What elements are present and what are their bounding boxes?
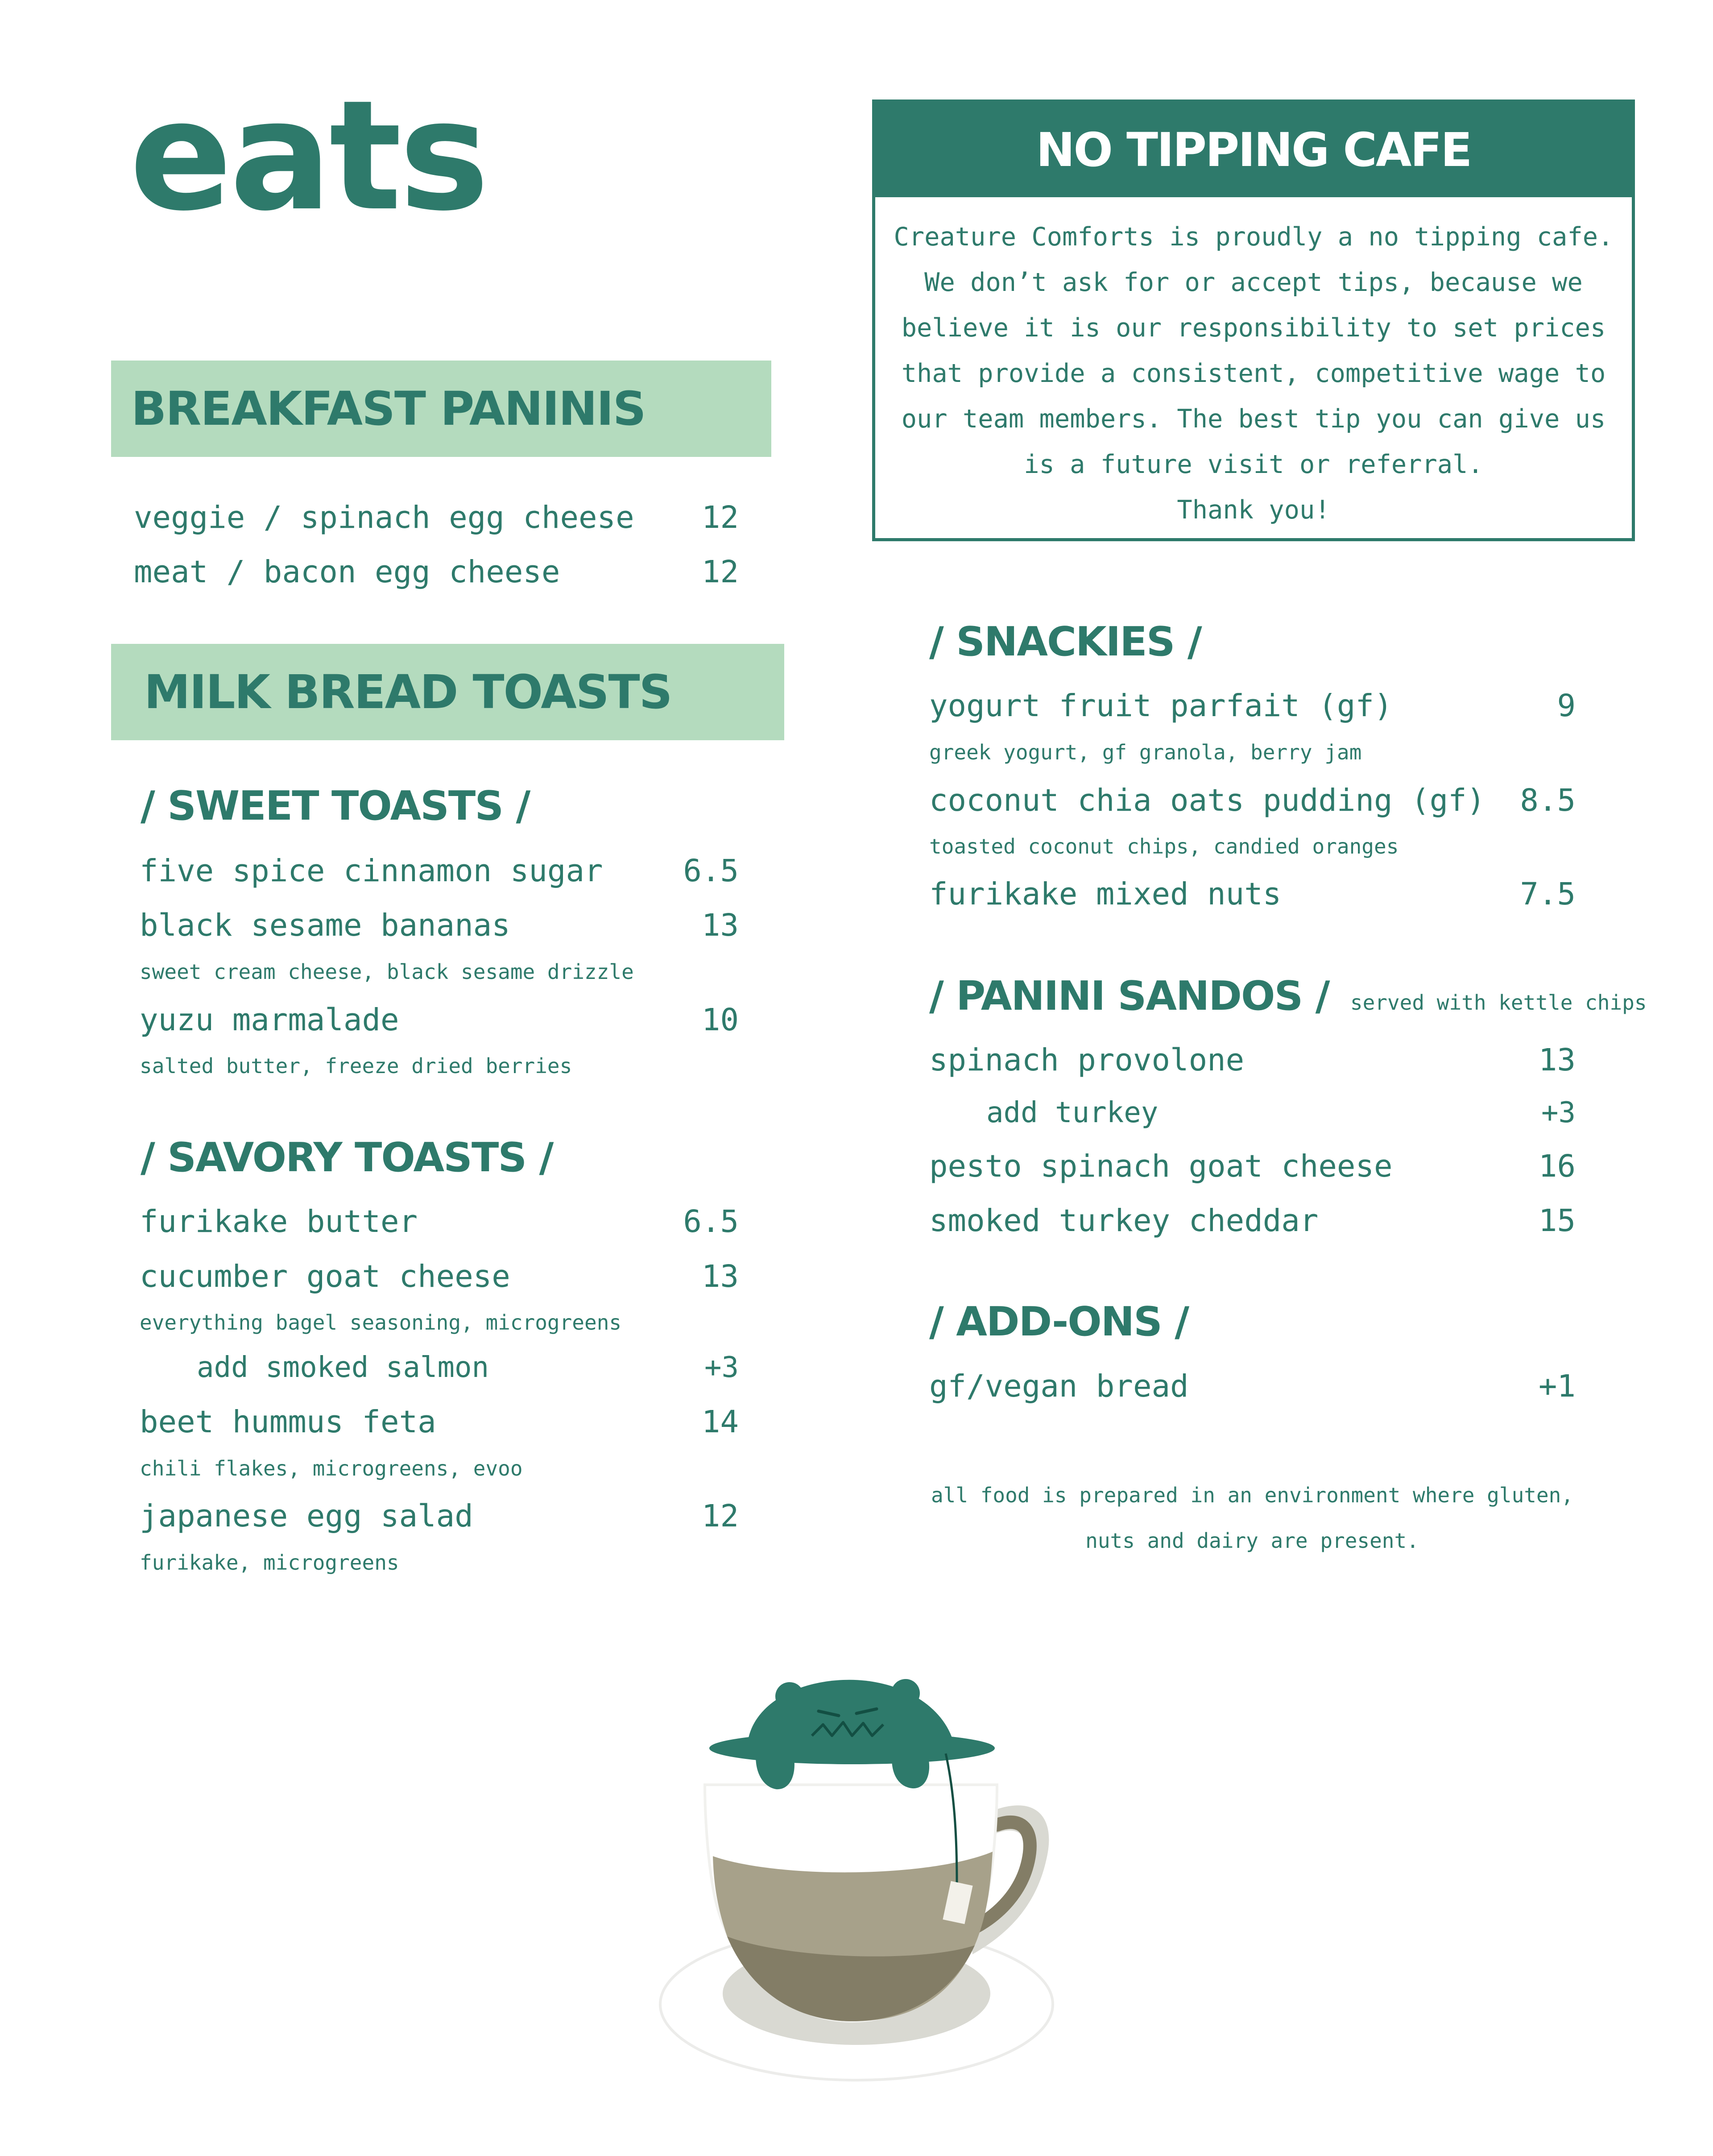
menu-item-price: 15 [1538, 1203, 1576, 1239]
no-tipping-box [872, 100, 1635, 541]
menu-item-name: smoked turkey cheddar [929, 1203, 1319, 1239]
creature-paw-right [892, 1754, 929, 1788]
no-tipping-line: Creature Comforts is proudly a no tipping cafe. [894, 222, 1614, 252]
menu-addon-name: add smoked salmon [197, 1351, 489, 1384]
no-tipping-line: is a future visit or referral. [1024, 450, 1483, 479]
menu-item-name: yuzu marmalade [140, 1002, 399, 1038]
no-tipping-line: believe it is our responsibility to set prices [901, 313, 1606, 343]
menu-addon-name: add turkey [986, 1096, 1159, 1129]
menu-item-name: gf/vegan bread [929, 1368, 1189, 1404]
menu-item-price: 10 [701, 1002, 739, 1038]
allergen-note [918, 1472, 1587, 1563]
menu-item-price: 13 [1538, 1042, 1576, 1078]
menu-item-description: greek yogurt, gf granola, berry jam [929, 740, 1362, 764]
menu-item-price: 6.5 [683, 853, 739, 889]
menu-item-price: 13 [701, 1259, 739, 1294]
no-tipping-text [875, 214, 1632, 533]
menu-item-price: +1 [1538, 1368, 1576, 1404]
menu-item-name: yogurt fruit parfait (gf) [929, 688, 1393, 724]
milk-bread-toasts-heading [111, 644, 784, 740]
menu-item-price: 12 [701, 1498, 739, 1534]
panini-sandos-heading-text: / PANINI SANDOS / [929, 973, 1329, 1020]
menu-item-price: 16 [1538, 1148, 1576, 1184]
allergen-note-line: nuts and dairy are present. [1085, 1529, 1419, 1553]
menu-item-price: 9 [1557, 688, 1576, 724]
breakfast-paninis-heading [111, 361, 771, 457]
savory-toasts-heading: / SAVORY TOASTS / [141, 1134, 553, 1181]
panini-sandos-note: served with kettle chips [1350, 991, 1647, 1015]
breakfast-item-price: 12 [701, 554, 739, 590]
menu-item-price: 7.5 [1520, 876, 1576, 912]
menu-item-name: five spice cinnamon sugar [140, 853, 603, 889]
menu-addon-price: +3 [1541, 1096, 1576, 1129]
menu-item-description: salted butter, freeze dried berries [140, 1054, 572, 1078]
menu-addon-price: +3 [704, 1351, 739, 1384]
snackies-heading: / SNACKIES / [929, 618, 1201, 665]
menu-item-description: chili flakes, microgreens, evoo [140, 1456, 523, 1480]
no-tipping-line: Thank you! [1177, 495, 1330, 525]
no-tipping-line: our team members. The best tip you can give us [901, 404, 1606, 434]
menu-item-price: 8.5 [1520, 783, 1576, 818]
menu-item-description: furikake, microgreens [140, 1551, 399, 1575]
creature-ear-right [891, 1679, 920, 1708]
menu-item-name: furikake butter [140, 1204, 418, 1240]
menu-item-description: toasted coconut chips, candied oranges [929, 834, 1399, 858]
no-tipping-header [875, 103, 1632, 197]
milk-bread-toasts-heading-text: MILK BREAD TOASTS [144, 665, 672, 719]
breakfast-item-name: veggie / spinach egg cheese [134, 500, 634, 535]
breakfast-item-name: meat / bacon egg cheese [134, 554, 560, 590]
menu-item-name: coconut chia oats pudding (gf) [929, 783, 1485, 818]
menu-item-description: everything bagel seasoning, microgreens [140, 1310, 622, 1335]
creature-in-teacup-icon [642, 1669, 1080, 2088]
menu-item-name: spinach provolone [929, 1042, 1245, 1078]
no-tipping-line: We don’t ask for or accept tips, because we [924, 268, 1583, 297]
no-tipping-heading: NO TIPPING CAFE [1036, 123, 1471, 177]
breakfast-paninis-heading-text: BREAKFAST PANINIS [131, 381, 645, 436]
menu-item-price: 14 [701, 1404, 739, 1440]
menu-item-name: pesto spinach goat cheese [929, 1148, 1393, 1184]
menu-item-name: cucumber goat cheese [140, 1259, 510, 1294]
menu-item-name: black sesame bananas [140, 908, 510, 943]
menu-item-price: 6.5 [683, 1204, 739, 1240]
menu-item-name: furikake mixed nuts [929, 876, 1282, 912]
menu-item-price: 13 [701, 908, 739, 943]
panini-sandos-heading [929, 973, 1647, 1020]
menu-item-description: sweet cream cheese, black sesame drizzle [140, 960, 634, 984]
menu-item-name: beet hummus feta [140, 1404, 436, 1440]
menu-item-name: japanese egg salad [140, 1498, 473, 1534]
addons-heading: / ADD-ONS / [929, 1298, 1189, 1345]
no-tipping-line: that provide a consistent, competitive wage to [901, 359, 1606, 388]
creature-ear-left [775, 1682, 804, 1711]
breakfast-item-price: 12 [701, 500, 739, 535]
page-title: eats [129, 68, 487, 245]
allergen-note-line: all food is prepared in an environment where gluten, [931, 1483, 1574, 1507]
sweet-toasts-heading: / SWEET TOASTS / [141, 783, 530, 829]
